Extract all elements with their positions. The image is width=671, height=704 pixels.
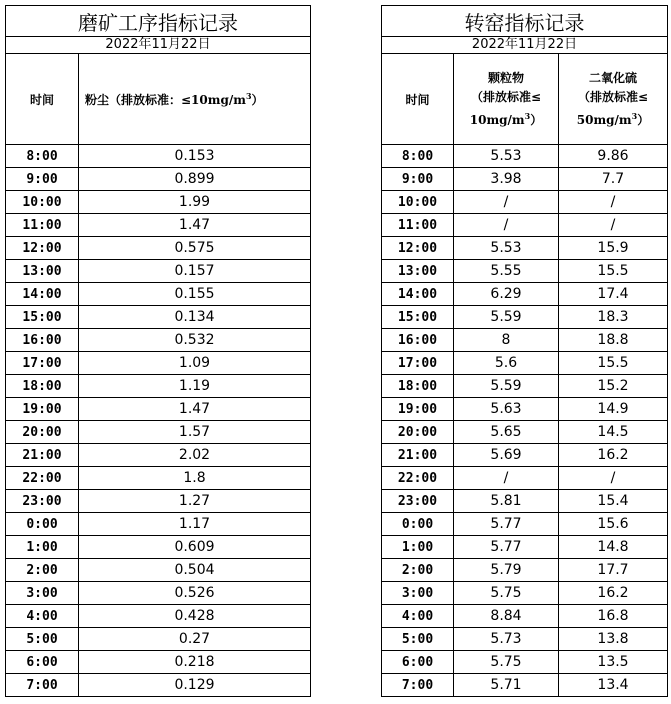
table-row bbox=[382, 306, 668, 329]
so2-header-line1: 二氧化硫 bbox=[589, 70, 638, 85]
dust-value-cell: 0.526 bbox=[79, 582, 311, 605]
pm-value-cell: 5.53 bbox=[454, 145, 559, 168]
table-row bbox=[6, 283, 311, 306]
time-cell: 22:00 bbox=[6, 467, 79, 490]
table-row bbox=[382, 260, 668, 283]
time-cell: 12:00 bbox=[6, 237, 79, 260]
time-cell: 19:00 bbox=[382, 398, 454, 421]
so2-value-cell: 16.2 bbox=[559, 444, 668, 467]
table-row bbox=[382, 352, 668, 375]
table-row bbox=[382, 191, 668, 214]
table-row bbox=[6, 559, 311, 582]
time-cell: 13:00 bbox=[6, 260, 79, 283]
time-cell: 15:00 bbox=[382, 306, 454, 329]
table-row bbox=[6, 628, 311, 651]
dust-value-cell: 1.8 bbox=[79, 467, 311, 490]
table-row bbox=[6, 398, 311, 421]
table-row bbox=[6, 444, 311, 467]
so2-value-cell: 13.8 bbox=[559, 628, 668, 651]
table-row bbox=[6, 145, 311, 168]
time-cell: 5:00 bbox=[6, 628, 79, 651]
dust-value-cell: 0.157 bbox=[79, 260, 311, 283]
time-cell: 4:00 bbox=[382, 605, 454, 628]
table-row bbox=[382, 536, 668, 559]
particulate-header-line2: （排放标准≤ bbox=[470, 89, 542, 104]
time-cell: 13:00 bbox=[382, 260, 454, 283]
table-title: 磨矿工序指标记录 bbox=[6, 6, 311, 37]
table-row bbox=[6, 260, 311, 283]
pm-value-cell: / bbox=[454, 191, 559, 214]
so2-value-cell: / bbox=[559, 191, 668, 214]
table-row bbox=[6, 352, 311, 375]
pm-value-cell: 5.81 bbox=[454, 490, 559, 513]
time-cell: 3:00 bbox=[6, 582, 79, 605]
so2-value-cell: 17.7 bbox=[559, 559, 668, 582]
time-cell: 0:00 bbox=[382, 513, 454, 536]
dust-value-cell: 1.27 bbox=[79, 490, 311, 513]
column-header-time: 时间 bbox=[382, 54, 454, 145]
particulate-unit-close: ） bbox=[530, 112, 543, 127]
pm-value-cell: 5.79 bbox=[454, 559, 559, 582]
column-header-particulate bbox=[454, 54, 559, 145]
pm-value-cell: 8.84 bbox=[454, 605, 559, 628]
table-row bbox=[382, 375, 668, 398]
table-row bbox=[382, 674, 668, 697]
time-cell: 3:00 bbox=[382, 582, 454, 605]
time-cell: 8:00 bbox=[382, 145, 454, 168]
time-cell: 6:00 bbox=[382, 651, 454, 674]
dust-value-cell: 0.532 bbox=[79, 329, 311, 352]
time-cell: 14:00 bbox=[382, 283, 454, 306]
table-row bbox=[382, 605, 668, 628]
table-row bbox=[6, 513, 311, 536]
dust-value-cell: 0.428 bbox=[79, 605, 311, 628]
so2-value-cell: 15.5 bbox=[559, 352, 668, 375]
unit-superscript: 3 bbox=[631, 110, 638, 121]
so2-value-cell: 18.8 bbox=[559, 329, 668, 352]
column-header-so2 bbox=[559, 54, 668, 145]
table-row bbox=[6, 214, 311, 237]
table-row bbox=[6, 421, 311, 444]
dust-value-cell: 1.57 bbox=[79, 421, 311, 444]
table-row bbox=[382, 559, 668, 582]
time-cell: 21:00 bbox=[382, 444, 454, 467]
so2-unit: 50mg/m bbox=[576, 112, 632, 127]
dust-value-cell: 0.129 bbox=[79, 674, 311, 697]
table-row bbox=[382, 168, 668, 191]
dust-value-cell: 0.155 bbox=[79, 283, 311, 306]
so2-value-cell: 16.2 bbox=[559, 582, 668, 605]
time-cell: 18:00 bbox=[6, 375, 79, 398]
table-date: 2022年11月22日 bbox=[6, 37, 311, 54]
time-cell: 1:00 bbox=[6, 536, 79, 559]
time-cell: 5:00 bbox=[382, 628, 454, 651]
table-row bbox=[382, 467, 668, 490]
pm-value-cell: 5.75 bbox=[454, 651, 559, 674]
time-cell: 1:00 bbox=[382, 536, 454, 559]
so2-value-cell: 15.4 bbox=[559, 490, 668, 513]
so2-value-cell: 16.8 bbox=[559, 605, 668, 628]
time-cell: 15:00 bbox=[6, 306, 79, 329]
dust-value-cell: 0.899 bbox=[79, 168, 311, 191]
time-cell: 20:00 bbox=[382, 421, 454, 444]
dust-value-cell: 0.575 bbox=[79, 237, 311, 260]
pm-value-cell: 5.71 bbox=[454, 674, 559, 697]
time-cell: 17:00 bbox=[382, 352, 454, 375]
time-cell: 17:00 bbox=[6, 352, 79, 375]
pm-value-cell: 5.69 bbox=[454, 444, 559, 467]
so2-value-cell: 15.2 bbox=[559, 375, 668, 398]
dust-value-cell: 1.47 bbox=[79, 398, 311, 421]
so2-header-line3 bbox=[559, 107, 667, 130]
time-cell: 21:00 bbox=[6, 444, 79, 467]
pm-value-cell: 8 bbox=[454, 329, 559, 352]
table-row bbox=[6, 651, 311, 674]
time-cell: 8:00 bbox=[6, 145, 79, 168]
pm-value-cell: 5.53 bbox=[454, 237, 559, 260]
table-row bbox=[382, 145, 668, 168]
dust-header-close: ） bbox=[251, 92, 264, 107]
so2-value-cell: 13.4 bbox=[559, 674, 668, 697]
so2-value-cell: / bbox=[559, 214, 668, 237]
so2-value-cell: 14.9 bbox=[559, 398, 668, 421]
time-cell: 7:00 bbox=[6, 674, 79, 697]
pm-value-cell: 5.55 bbox=[454, 260, 559, 283]
so2-value-cell: 13.5 bbox=[559, 651, 668, 674]
time-cell: 4:00 bbox=[6, 605, 79, 628]
pm-value-cell: 6.29 bbox=[454, 283, 559, 306]
table-row bbox=[6, 674, 311, 697]
table-row bbox=[382, 628, 668, 651]
particulate-header-line1: 颗粒物 bbox=[487, 70, 524, 85]
time-cell: 11:00 bbox=[382, 214, 454, 237]
table-row bbox=[6, 605, 311, 628]
time-cell: 0:00 bbox=[6, 513, 79, 536]
so2-value-cell: 9.86 bbox=[559, 145, 668, 168]
pm-value-cell: 5.59 bbox=[454, 306, 559, 329]
unit-superscript: 3 bbox=[245, 90, 252, 101]
time-cell: 14:00 bbox=[6, 283, 79, 306]
time-cell: 2:00 bbox=[382, 559, 454, 582]
pm-value-cell: 5.75 bbox=[454, 582, 559, 605]
table-row bbox=[382, 398, 668, 421]
so2-value-cell: 15.6 bbox=[559, 513, 668, 536]
time-cell: 22:00 bbox=[382, 467, 454, 490]
so2-value-cell: 15.5 bbox=[559, 260, 668, 283]
table-row bbox=[382, 582, 668, 605]
time-cell: 7:00 bbox=[382, 674, 454, 697]
so2-value-cell: 7.7 bbox=[559, 168, 668, 191]
dust-value-cell: 0.27 bbox=[79, 628, 311, 651]
table-row bbox=[6, 490, 311, 513]
table-row bbox=[6, 467, 311, 490]
time-cell: 12:00 bbox=[382, 237, 454, 260]
dust-value-cell: 1.47 bbox=[79, 214, 311, 237]
dust-value-cell: 1.17 bbox=[79, 513, 311, 536]
time-cell: 23:00 bbox=[6, 490, 79, 513]
unit-superscript: 3 bbox=[524, 110, 531, 121]
table-row bbox=[6, 582, 311, 605]
table-row bbox=[382, 421, 668, 444]
time-cell: 18:00 bbox=[382, 375, 454, 398]
so2-value-cell: 17.4 bbox=[559, 283, 668, 306]
table-title: 转窑指标记录 bbox=[382, 6, 668, 37]
table-row bbox=[6, 237, 311, 260]
time-cell: 10:00 bbox=[382, 191, 454, 214]
dust-value-cell: 0.153 bbox=[79, 145, 311, 168]
table-row bbox=[6, 306, 311, 329]
pm-value-cell: 5.77 bbox=[454, 536, 559, 559]
table-row bbox=[382, 513, 668, 536]
time-cell: 16:00 bbox=[382, 329, 454, 352]
table-row bbox=[382, 444, 668, 467]
time-cell: 16:00 bbox=[6, 329, 79, 352]
pm-value-cell: / bbox=[454, 214, 559, 237]
table-row bbox=[6, 168, 311, 191]
time-cell: 6:00 bbox=[6, 651, 79, 674]
pm-value-cell: 5.73 bbox=[454, 628, 559, 651]
time-cell: 20:00 bbox=[6, 421, 79, 444]
so2-value-cell: 18.3 bbox=[559, 306, 668, 329]
time-cell: 9:00 bbox=[382, 168, 454, 191]
particulate-header-line3 bbox=[454, 107, 558, 130]
so2-value-cell: 14.8 bbox=[559, 536, 668, 559]
pm-value-cell: 5.77 bbox=[454, 513, 559, 536]
dust-value-cell: 1.99 bbox=[79, 191, 311, 214]
pm-value-cell: 5.65 bbox=[454, 421, 559, 444]
table-row bbox=[6, 375, 311, 398]
time-cell: 23:00 bbox=[382, 490, 454, 513]
time-cell: 19:00 bbox=[6, 398, 79, 421]
table-date: 2022年11月22日 bbox=[382, 37, 668, 54]
so2-value-cell: 15.9 bbox=[559, 237, 668, 260]
dust-value-cell: 0.609 bbox=[79, 536, 311, 559]
so2-value-cell: / bbox=[559, 467, 668, 490]
table-row bbox=[382, 283, 668, 306]
dust-value-cell: 0.134 bbox=[79, 306, 311, 329]
column-header-dust bbox=[79, 54, 311, 145]
pm-value-cell: 3.98 bbox=[454, 168, 559, 191]
dust-value-cell: 2.02 bbox=[79, 444, 311, 467]
table-row bbox=[6, 329, 311, 352]
so2-header-line2: （排放标准≤ bbox=[577, 89, 649, 104]
pm-value-cell: 5.63 bbox=[454, 398, 559, 421]
dust-header-text: 粉尘（排放标准：≤10mg/m bbox=[85, 92, 246, 107]
table-row bbox=[382, 329, 668, 352]
table-row bbox=[382, 214, 668, 237]
table-row bbox=[382, 651, 668, 674]
time-cell: 11:00 bbox=[6, 214, 79, 237]
table-row bbox=[6, 191, 311, 214]
dust-value-cell: 1.19 bbox=[79, 375, 311, 398]
grinding-process-table bbox=[5, 5, 311, 697]
so2-unit-close: ） bbox=[637, 112, 650, 127]
so2-value-cell: 14.5 bbox=[559, 421, 668, 444]
pm-value-cell: / bbox=[454, 467, 559, 490]
dust-value-cell: 0.504 bbox=[79, 559, 311, 582]
table-row bbox=[6, 536, 311, 559]
pm-value-cell: 5.6 bbox=[454, 352, 559, 375]
dust-value-cell: 0.218 bbox=[79, 651, 311, 674]
rotary-kiln-table bbox=[381, 5, 668, 697]
time-cell: 2:00 bbox=[6, 559, 79, 582]
column-header-time: 时间 bbox=[6, 54, 79, 145]
particulate-unit: 10mg/m bbox=[469, 112, 525, 127]
time-cell: 9:00 bbox=[6, 168, 79, 191]
pm-value-cell: 5.59 bbox=[454, 375, 559, 398]
table-row bbox=[382, 237, 668, 260]
time-cell: 10:00 bbox=[6, 191, 79, 214]
dust-value-cell: 1.09 bbox=[79, 352, 311, 375]
table-row bbox=[382, 490, 668, 513]
